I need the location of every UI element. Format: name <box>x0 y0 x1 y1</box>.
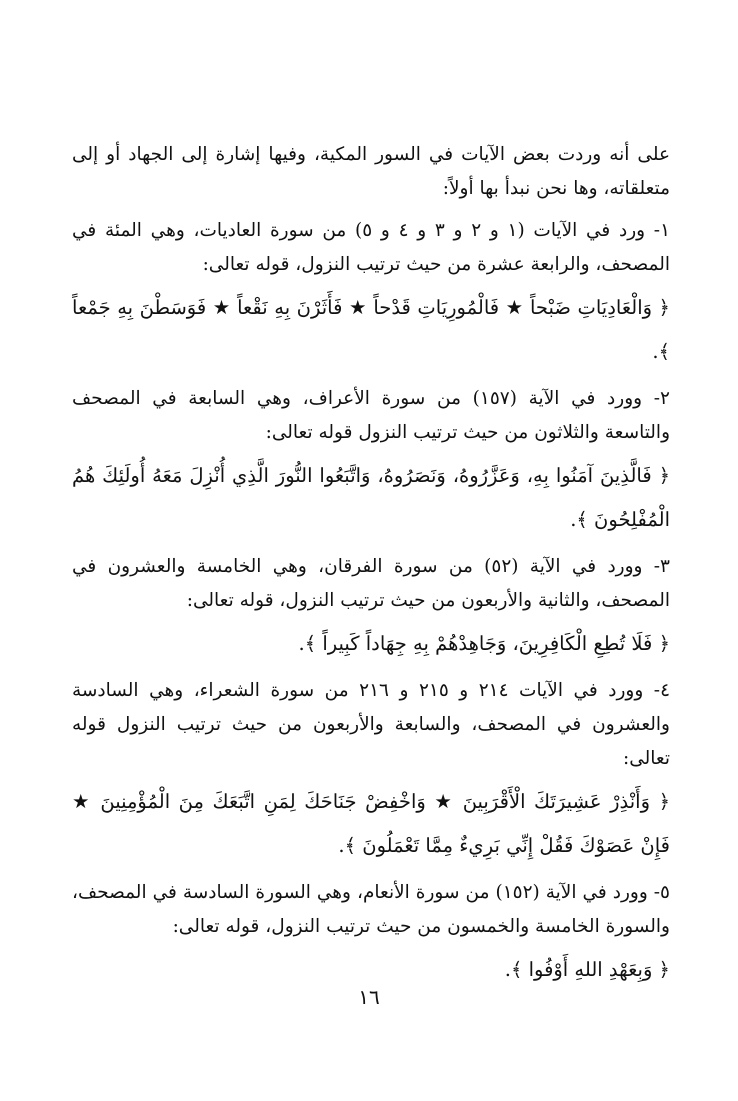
section-1-verse: ﴿ وَالْعَادِيَاتِ ضَبْحاً ★ فَالْمُورِيَاتِ قَدْحاً ★ فَأَثَرْنَ بِهِ نَقْعاً ★ فَوَسَطْنَ بِهِ جَمْعاً ﴾. <box>72 296 670 363</box>
section-1-text: ١- ورد في الآيات (١ و ٢ و ٣ و ٤ و ٥) من سورة العاديات، وهي المئة في المصحف، والرابعة عشرة من حيث ترتيب النزول، قوله تعالى: <box>72 220 670 275</box>
intro-paragraph: على أنه وردت بعض الآيات في السور المكية، وفيها إشارة إلى الجهاد أو إلى متعلقاته، وها نحن نبدأ بها أولاً: <box>72 144 670 199</box>
section-3-verse: ﴿ فَلَا تُطِعِ الْكَافِرِينَ، وَجَاهِدْهُمْ بِهِ جِهَاداً كَبِيراً ﴾. <box>298 632 670 655</box>
section-4-verse: ﴿ وَأَنْذِرْ عَشِيرَتَكَ الْأَقْرَبِينَ ★ وَاخْفِضْ جَنَاحَكَ لِمَنِ اتَّبَعَكَ مِنَ الْمُؤْمِنِينَ ★ فَإِنْ عَصَوْكَ فَقُلْ إِنِّي بَرِيءٌ مِمَّا تَعْمَلُونَ ﴾. <box>72 790 670 857</box>
section-2-verse: ﴿ فَالَّذِينَ آمَنُوا بِهِ، وَعَزَّرُوهُ، وَنَصَرُوهُ، وَاتَّبَعُوا النُّورَ الَّذِي أُنْزِلَ مَعَهُ أُولَئِكَ هُمُ الْمُفْلِحُونَ ﴾. <box>72 464 670 531</box>
section-3-text: ٣- وورد في الآية (٥٢) من سورة الفرقان، وهي الخامسة والعشرون في المصحف، والثانية والأربعون من حيث ترتيب النزول، قوله تعالى: <box>72 556 670 611</box>
section-2-text: ٢- وورد في الآية (١٥٧) من سورة الأعراف، وهي السابعة في المصحف والتاسعة والثلاثون من حيث ترتيب النزول قوله تعالى: <box>72 388 670 443</box>
section-5-verse: ﴿ وَبِعَهْدِ اللهِ أَوْفُوا ﴾. <box>504 958 670 981</box>
section-4-text: ٤- وورد في الآيات ٢١٤ و ٢١٥ و ٢١٦ من سورة الشعراء، وهي السادسة والعشرون في المصحف، والسابعة والأربعون من حيث ترتيب النزول قوله تعالى: <box>72 680 670 769</box>
section-5-text: ٥- وورد في الآية (١٥٢) من سورة الأنعام، وهي السورة السادسة في المصحف، والسورة الخامسة والخمسون من حيث ترتيب النزول، قوله تعالى: <box>72 882 670 937</box>
page-number: ١٦ <box>358 985 380 1009</box>
